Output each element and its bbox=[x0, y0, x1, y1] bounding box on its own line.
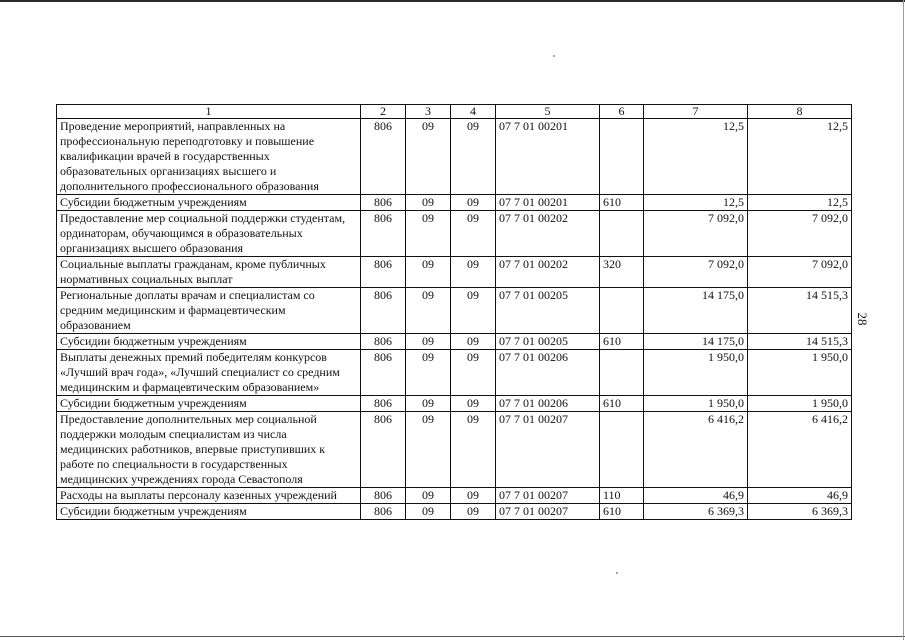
cell-subsection: 09 bbox=[451, 412, 496, 488]
cell-subsection: 09 bbox=[451, 195, 496, 211]
scan-speck bbox=[616, 572, 618, 574]
cell-amount-col7: 14 175,0 bbox=[644, 288, 748, 334]
cell-amount-col7: 1 950,0 bbox=[644, 396, 748, 412]
cell-code-806: 806 bbox=[361, 350, 406, 396]
table-row bbox=[57, 334, 852, 350]
row-name-cell: Социальные выплаты гражданам, кроме публичных нормативных социальных выплат bbox=[57, 257, 361, 288]
row-name-cell: Субсидии бюджетным учреждениям bbox=[57, 504, 361, 520]
cell-code-806: 806 bbox=[361, 119, 406, 195]
cell-code-806: 806 bbox=[361, 257, 406, 288]
cell-amount-col7: 46,9 bbox=[644, 488, 748, 504]
column-header: 4 bbox=[451, 105, 496, 119]
cell-code-806: 806 bbox=[361, 211, 406, 257]
cell-amount-col8: 12,5 bbox=[748, 119, 852, 195]
cell-subsection: 09 bbox=[451, 211, 496, 257]
cell-amount-col7: 12,5 bbox=[644, 195, 748, 211]
cell-section: 09 bbox=[406, 488, 451, 504]
table-row bbox=[57, 288, 852, 334]
row-name-cell: Субсидии бюджетным учреждениям bbox=[57, 195, 361, 211]
column-header: 7 bbox=[644, 105, 748, 119]
table-row bbox=[57, 504, 852, 520]
column-header: 2 bbox=[361, 105, 406, 119]
cell-subsection: 09 bbox=[451, 350, 496, 396]
cell-section: 09 bbox=[406, 211, 451, 257]
column-header: 6 bbox=[600, 105, 644, 119]
cell-amount-col7: 6 416,2 bbox=[644, 412, 748, 488]
scan-edge-top bbox=[0, 0, 905, 2]
column-header: 5 bbox=[496, 105, 600, 119]
cell-code-806: 806 bbox=[361, 488, 406, 504]
cell-target-article: 07 7 01 00201 bbox=[496, 195, 600, 211]
row-name-cell: Региональные доплаты врачам и специалистам со средним медицинским и фармацевтическим образованием bbox=[57, 288, 361, 334]
cell-amount-col7: 7 092,0 bbox=[644, 257, 748, 288]
cell-section: 09 bbox=[406, 334, 451, 350]
row-name-cell: Субсидии бюджетным учреждениям bbox=[57, 396, 361, 412]
cell-target-article: 07 7 01 00205 bbox=[496, 288, 600, 334]
cell-expense-type: 610 bbox=[600, 396, 644, 412]
cell-amount-col7: 7 092,0 bbox=[644, 211, 748, 257]
scan-edge-right bbox=[903, 0, 904, 640]
cell-expense-type bbox=[600, 288, 644, 334]
cell-amount-col7: 6 369,3 bbox=[644, 504, 748, 520]
cell-target-article: 07 7 01 00207 bbox=[496, 488, 600, 504]
cell-expense-type: 610 bbox=[600, 195, 644, 211]
page-number: 28 bbox=[855, 312, 870, 326]
cell-code-806: 806 bbox=[361, 195, 406, 211]
column-header: 1 bbox=[57, 105, 361, 119]
cell-target-article: 07 7 01 00206 bbox=[496, 350, 600, 396]
cell-subsection: 09 bbox=[451, 288, 496, 334]
cell-section: 09 bbox=[406, 504, 451, 520]
cell-section: 09 bbox=[406, 195, 451, 211]
cell-amount-col8: 6 416,2 bbox=[748, 412, 852, 488]
cell-section: 09 bbox=[406, 412, 451, 488]
cell-subsection: 09 bbox=[451, 396, 496, 412]
table-row bbox=[57, 488, 852, 504]
cell-section: 09 bbox=[406, 119, 451, 195]
cell-code-806: 806 bbox=[361, 504, 406, 520]
cell-expense-type: 320 bbox=[600, 257, 644, 288]
table-row bbox=[57, 257, 852, 288]
table-row bbox=[57, 195, 852, 211]
table-row bbox=[57, 350, 852, 396]
cell-expense-type: 110 bbox=[600, 488, 644, 504]
table-row bbox=[57, 412, 852, 488]
cell-code-806: 806 bbox=[361, 288, 406, 334]
cell-target-article: 07 7 01 00202 bbox=[496, 257, 600, 288]
cell-amount-col8: 1 950,0 bbox=[748, 396, 852, 412]
scan-speck bbox=[553, 55, 555, 57]
scan-edge-bottom bbox=[0, 636, 905, 637]
table-row bbox=[57, 396, 852, 412]
cell-section: 09 bbox=[406, 288, 451, 334]
table-header-row bbox=[57, 105, 852, 119]
row-name-cell: Предоставление дополнительных мер социальной поддержки молодым специалистам из числа медицинских работников, впервые приступивших к работе по специальности в государственных медицинских учреждениях города Севастополя bbox=[57, 412, 361, 488]
cell-amount-col8: 6 369,3 bbox=[748, 504, 852, 520]
cell-code-806: 806 bbox=[361, 396, 406, 412]
cell-amount-col8: 14 515,3 bbox=[748, 288, 852, 334]
cell-expense-type bbox=[600, 119, 644, 195]
row-name-cell: Расходы на выплаты персоналу казенных учреждений bbox=[57, 488, 361, 504]
cell-target-article: 07 7 01 00207 bbox=[496, 412, 600, 488]
cell-expense-type bbox=[600, 211, 644, 257]
cell-expense-type bbox=[600, 350, 644, 396]
cell-amount-col8: 14 515,3 bbox=[748, 334, 852, 350]
cell-section: 09 bbox=[406, 350, 451, 396]
cell-target-article: 07 7 01 00201 bbox=[496, 119, 600, 195]
cell-amount-col8: 7 092,0 bbox=[748, 211, 852, 257]
cell-subsection: 09 bbox=[451, 334, 496, 350]
row-name-cell: Предоставление мер социальной поддержки студентам, ординаторам, обучающимся в образовательных организациях высшего образования bbox=[57, 211, 361, 257]
cell-subsection: 09 bbox=[451, 504, 496, 520]
column-header: 3 bbox=[406, 105, 451, 119]
cell-amount-col8: 7 092,0 bbox=[748, 257, 852, 288]
cell-amount-col7: 14 175,0 bbox=[644, 334, 748, 350]
row-name-cell: Проведение мероприятий, направленных на профессиональную переподготовку и повышение квалификации врачей в государственных образовательных организациях высшего и дополнительного профессионального образования bbox=[57, 119, 361, 195]
row-name-cell: Субсидии бюджетным учреждениям bbox=[57, 334, 361, 350]
row-name-cell: Выплаты денежных премий победителям конкурсов «Лучший врач года», «Лучший специалист со средним медицинским и фармацевтическим образованием» bbox=[57, 350, 361, 396]
cell-amount-col8: 12,5 bbox=[748, 195, 852, 211]
cell-subsection: 09 bbox=[451, 257, 496, 288]
cell-section: 09 bbox=[406, 257, 451, 288]
cell-amount-col8: 1 950,0 bbox=[748, 350, 852, 396]
cell-amount-col8: 46,9 bbox=[748, 488, 852, 504]
cell-code-806: 806 bbox=[361, 412, 406, 488]
cell-target-article: 07 7 01 00205 bbox=[496, 334, 600, 350]
cell-expense-type: 610 bbox=[600, 334, 644, 350]
cell-target-article: 07 7 01 00202 bbox=[496, 211, 600, 257]
budget-table bbox=[56, 104, 852, 520]
cell-expense-type: 610 bbox=[600, 504, 644, 520]
cell-code-806: 806 bbox=[361, 334, 406, 350]
cell-amount-col7: 1 950,0 bbox=[644, 350, 748, 396]
cell-subsection: 09 bbox=[451, 488, 496, 504]
cell-section: 09 bbox=[406, 396, 451, 412]
cell-subsection: 09 bbox=[451, 119, 496, 195]
table-row bbox=[57, 119, 852, 195]
table-row bbox=[57, 211, 852, 257]
cell-target-article: 07 7 01 00206 bbox=[496, 396, 600, 412]
cell-target-article: 07 7 01 00207 bbox=[496, 504, 600, 520]
cell-amount-col7: 12,5 bbox=[644, 119, 748, 195]
column-header: 8 bbox=[748, 105, 852, 119]
cell-expense-type bbox=[600, 412, 644, 488]
